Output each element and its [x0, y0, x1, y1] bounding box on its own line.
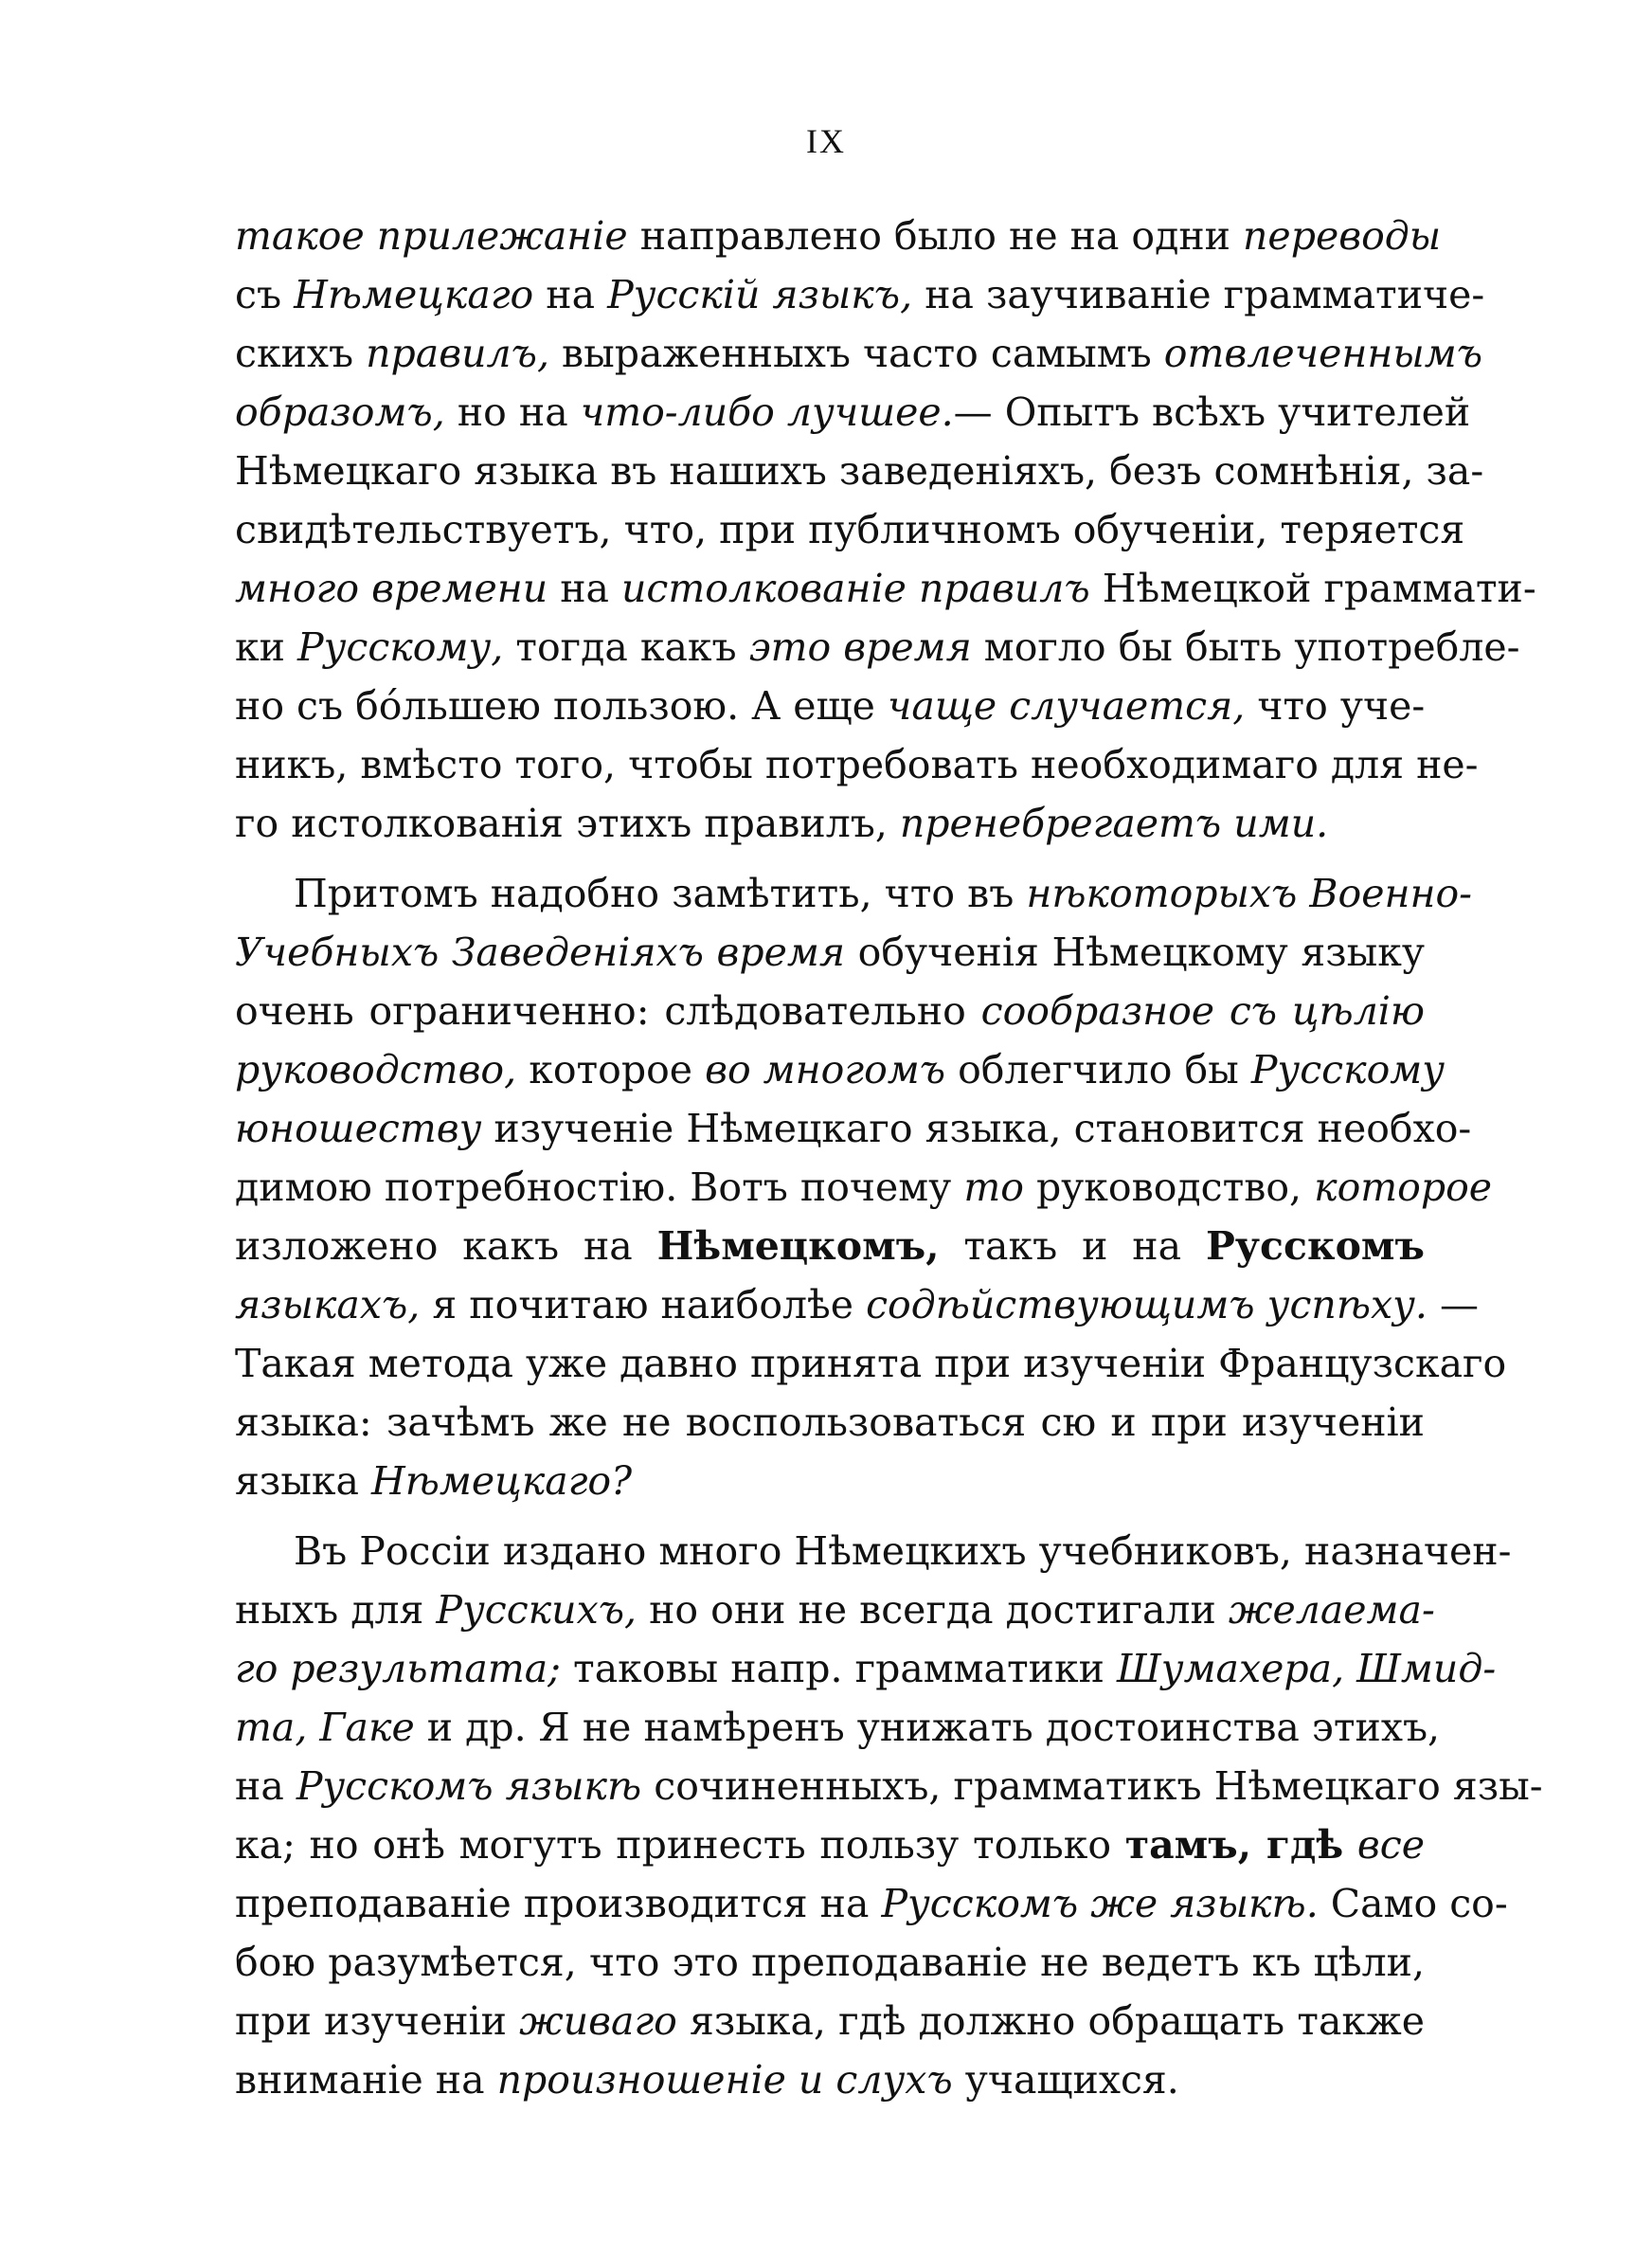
text-line [235, 618, 1520, 677]
text-run: Нѣмецкаго языка въ нашихъ заведеніяхъ, безъ сомнѣнія, за- [235, 448, 1484, 494]
text-run: что уче- [1245, 683, 1426, 729]
text-run: которое [516, 1047, 706, 1092]
text-run: никъ, вмѣсто того, чтобы потребовать необходимаго для не- [235, 742, 1479, 787]
text-run: скихъ [235, 331, 367, 376]
text-run: очень ограниченно: слѣдовательно [235, 988, 981, 1034]
text-run: сочиненныхъ, грамматикъ Нѣмецкаго язы- [641, 1763, 1543, 1809]
text-line [235, 1099, 1472, 1158]
text-run: таковы напр. грамматики [560, 1646, 1117, 1691]
text-line [235, 1393, 1425, 1452]
text-run: Притомъ надобно замѣтить, что въ [294, 871, 1027, 916]
text-run: вниманіе на [235, 2057, 497, 2103]
italic-text: Учебныхъ Заведеніяхъ время [235, 930, 846, 975]
text-line [235, 1217, 1425, 1275]
italic-text: что-либо лучшее. [580, 389, 954, 435]
italic-text: Русскихъ, [436, 1587, 637, 1633]
text-run: на [533, 272, 608, 317]
text-line [235, 923, 1425, 982]
text-line [235, 559, 1536, 618]
text-line [235, 1698, 1441, 1757]
text-line [235, 864, 1473, 923]
italic-text: руководство, [235, 1047, 517, 1092]
text-run: облегчило бы [945, 1047, 1251, 1092]
text-line [235, 1815, 1425, 1874]
text-run: го истолкованія этихъ правилъ, [235, 801, 900, 846]
italic-text: которое [1314, 1165, 1493, 1210]
text-run: на [235, 1763, 296, 1809]
italic-text: сообразное съ цѣлію [980, 988, 1426, 1034]
italic-text: то [963, 1165, 1024, 1210]
paragraph [235, 207, 1536, 853]
text-run: но съ бóльшею пользою. А еще [235, 683, 888, 729]
bold-text: Нѣмецкомъ, [656, 1223, 940, 1269]
italic-text: Нѣмецкаго [294, 272, 534, 317]
text-run: языка: зачѣмъ же не воспользоваться сю и при изученіи [235, 1399, 1425, 1445]
text-run: языка [235, 1458, 371, 1504]
text-line [235, 1158, 1493, 1217]
italic-text: это время [748, 624, 972, 670]
text-line [235, 1757, 1543, 1815]
italic-text: Русскомъ же языкѣ. [881, 1881, 1319, 1926]
text-run: Въ Россіи издано много Нѣмецкихъ учебниковъ, назначен- [294, 1528, 1512, 1574]
text-run: на заучиваніе грамматиче- [912, 272, 1485, 317]
text-line [235, 1275, 1479, 1334]
italic-text: Русскомъ языкѣ [296, 1763, 642, 1809]
text-line [235, 1933, 1425, 1992]
italic-text: нѣкоторыхъ Военно- [1026, 871, 1473, 916]
italic-text: живаго [519, 1998, 677, 2044]
bold-text: тамъ, гдѣ [1124, 1822, 1344, 1868]
text-line [235, 1522, 1512, 1580]
italic-text: истолкованіе правилъ [621, 566, 1090, 611]
text-line [235, 2050, 1425, 2109]
text-line [235, 1580, 1435, 1639]
text-line [235, 265, 1485, 324]
text-run: бою разумѣется, что это преподаваніе не ведетъ къ цѣли, [235, 1940, 1425, 1985]
text-run: выраженныхъ часто самымъ [549, 331, 1164, 376]
text-run: но они не всегда достигали [637, 1587, 1229, 1633]
text-run: но на [444, 389, 581, 435]
text-run: могло бы быть употребле- [971, 624, 1520, 670]
text-run: преподаваніе производится на [235, 1881, 882, 1926]
text-run: ныхъ для [235, 1587, 437, 1633]
italic-text: Русскому, [296, 624, 504, 670]
text-line [235, 1452, 1425, 1510]
text-line [235, 1992, 1425, 2050]
text-run: при изученіи [235, 1998, 520, 2044]
italic-text: желаема- [1228, 1587, 1435, 1633]
text-run: димою потребностію. Вотъ почему [235, 1165, 964, 1210]
text-run: и др. Я не намѣренъ унижать достоинства этихъ, [414, 1705, 1441, 1750]
text-line [235, 1639, 1497, 1698]
italic-text: много времени [235, 566, 548, 611]
text-line [235, 1334, 1507, 1393]
text-run: свидѣтельствуетъ, что, при публичномъ обученіи, теряется [235, 507, 1465, 552]
text-run: съ [235, 272, 295, 317]
italic-text: переводы [1243, 213, 1442, 259]
text-line [235, 735, 1479, 794]
text-run: я почитаю наиболѣе [420, 1282, 867, 1327]
italic-text: Нѣмецкаго? [370, 1458, 633, 1504]
paragraph [235, 1522, 1543, 2109]
text-line [235, 1040, 1446, 1099]
italic-text: все [1356, 1822, 1425, 1868]
text-line [235, 500, 1465, 559]
paragraph [235, 864, 1507, 1510]
text-run: на [548, 566, 622, 611]
text-run: — [1427, 1282, 1479, 1327]
text-run: обученія Нѣмецкому языку [845, 930, 1425, 975]
italic-text: отвлеченнымъ [1163, 331, 1483, 376]
page-number: IX [806, 122, 846, 160]
italic-text: чаще случается, [887, 683, 1246, 729]
text-line [235, 794, 1425, 853]
italic-text: языкахъ, [235, 1282, 421, 1327]
italic-text: содѣйствующимъ успѣху. [866, 1282, 1428, 1327]
italic-text: такое прилежаніе [235, 213, 628, 259]
italic-text: го результата; [235, 1646, 561, 1691]
page-body-text [235, 207, 1543, 2109]
text-run: языка, гдѣ должно обращать также [676, 1998, 1425, 2044]
italic-text: правилъ, [366, 331, 549, 376]
italic-text: Русскому [1250, 1047, 1446, 1092]
text-run: Такая метода уже давно принята при изученіи Французскаго [235, 1341, 1507, 1386]
text-line [235, 383, 1471, 442]
italic-text: пренебрегаетъ ими. [899, 801, 1329, 846]
text-run: Нѣмецкой граммати- [1089, 566, 1536, 611]
text-run: ки [235, 624, 297, 670]
text-line [235, 207, 1442, 265]
italic-text: произношеніе и слухъ [496, 2057, 953, 2103]
text-run: тогда какъ [503, 624, 749, 670]
italic-text: Русскій языкъ, [607, 272, 913, 317]
text-line [235, 442, 1484, 500]
text-run: Само со- [1318, 1881, 1508, 1926]
text-run: руководство, [1023, 1165, 1315, 1210]
text-run [1343, 1822, 1357, 1868]
text-line [235, 1874, 1508, 1933]
italic-text: образомъ, [235, 389, 445, 435]
italic-text: во многомъ [705, 1047, 946, 1092]
bold-text: Русскомъ [1205, 1223, 1425, 1269]
text-line [235, 982, 1425, 1040]
text-run: направлено было не на одни [627, 213, 1244, 259]
text-run: такъ и на [939, 1223, 1206, 1269]
text-run: ка; но онѣ могутъ принесть пользу только [235, 1822, 1125, 1868]
text-run: изложено какъ на [235, 1223, 657, 1269]
text-run: — Опытъ всѣхъ учителей [953, 389, 1471, 435]
text-line [235, 677, 1425, 735]
italic-text: та, Гаке [235, 1705, 415, 1750]
text-run: изученіе Нѣмецкаго языка, становится необхо- [481, 1106, 1472, 1151]
italic-text: Шумахера, Шмид- [1117, 1646, 1497, 1691]
italic-text: юношеству [235, 1106, 482, 1151]
text-line [235, 324, 1483, 383]
text-run: учащихся. [952, 2057, 1179, 2103]
